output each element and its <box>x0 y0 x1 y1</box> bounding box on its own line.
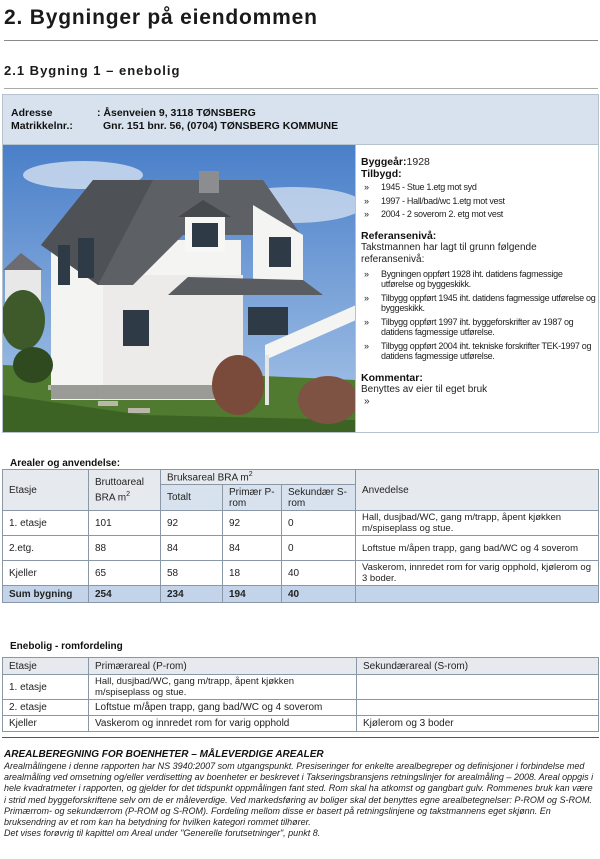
th-sekundaer: Sekundærareal (S-rom) <box>357 658 599 675</box>
table-divider <box>2 737 599 738</box>
page-title: 2. Bygninger på eiendommen <box>4 6 318 29</box>
address-value: : Åsenveien 9, 3118 TØNSBERG <box>97 107 256 119</box>
list-item: » Tilbygg oppført 1997 iht. byggeforskrifter av 1987 og datidens fagmessige utførelse. <box>364 316 574 337</box>
matrikkel-row <box>11 120 338 132</box>
sum-row: Sum bygning 254 234 194 40 <box>3 586 599 603</box>
th-etasje: Etasje <box>3 658 89 675</box>
table-row: 1. etasje Hall, dusjbad/WC, gang m/trapp, åpent kjøkken m/spiseplass og stue. <box>3 675 599 700</box>
chevron-bullet-icon: » <box>364 268 369 279</box>
th-sekundaer: Sekundær S-rom <box>282 485 356 511</box>
kommentar-label: Kommentar: <box>361 371 423 384</box>
th-primaer: Primærareal (P-rom) <box>89 658 357 675</box>
chevron-bullet-icon: » <box>364 209 369 219</box>
tilbygd-list <box>361 182 597 220</box>
building-info <box>361 156 597 408</box>
address-row <box>11 107 256 119</box>
list-item: » 1945 - Stue 1.etg mot syd <box>364 182 477 192</box>
note-title: AREALBEREGNING FOR BOENHETER – MÅLEVERDIGE AREALER <box>4 749 324 760</box>
list-item: » Bygningen oppført 1928 iht. datidens fagmessige utførelse og byggeskikk. <box>364 268 563 289</box>
rom-caption: Enebolig - romfordeling <box>10 641 123 652</box>
th-etasje: Etasje <box>3 470 89 511</box>
byggeaar-value: 1928 <box>406 156 430 168</box>
th-primaer: Primær P-rom <box>223 485 282 511</box>
chevron-bullet-icon: » <box>364 316 369 327</box>
chevron-bullet-icon: » <box>364 340 369 351</box>
chevron-bullet-icon: » <box>364 182 369 192</box>
address-label: Adresse <box>11 107 53 119</box>
th-totalt: Totalt <box>161 485 223 511</box>
areal-table <box>2 469 599 603</box>
address-header <box>3 95 598 145</box>
list-item: » Tilbygg oppført 1945 iht. datidens fagmessige utførelse og byggeskikk. <box>364 292 596 313</box>
tilbygd-label: Tilbygd: <box>361 168 402 180</box>
referanse-text: Takstmannen har lagt til grunn følgende referansenivå: <box>361 241 537 265</box>
table-row: 1. etasje 101 92 92 0 Hall, dusjbad/WC, gang m/trapp, åpent kjøkken m/spiseplass og stue. <box>3 511 599 536</box>
th-brutto: Bruttoareal BRA $m^2$ <box>89 470 161 511</box>
table-row: Kjeller Vaskerom og innredet rom for varig opphold Kjølerom og 3 boder <box>3 716 599 732</box>
section-divider <box>4 88 598 89</box>
list-item: » Tilbygg oppført 2004 iht. tekniske forskrifter TEK-1997 og datidens fagmessige utførelse. <box>364 340 592 361</box>
chevron-bullet-icon: » <box>364 292 369 303</box>
kommentar-bullet: » <box>364 395 370 407</box>
list-item: » 1997 - Hall/bad/wc 1.etg mot vest <box>364 195 505 206</box>
referanse-label: Referansenivå: <box>361 229 437 242</box>
title-divider <box>4 40 598 41</box>
byggeaar-label: Byggeår: <box>361 156 407 168</box>
th-anvendelse: Anvedelse <box>356 470 599 511</box>
building-panel <box>2 94 599 433</box>
matrikkel-label: Matrikkelnr.: <box>11 120 73 132</box>
chevron-bullet-icon: » <box>364 195 369 206</box>
th-bruksareal: Bruksareal BRA $m^2$ <box>161 470 356 485</box>
list-item: » 2004 - 2 soverom 2. etg mot vest <box>364 209 503 219</box>
table-row: 2. etasje Loftstue m/åpen trapp, gang bad/WC og 4 soverom <box>3 700 599 716</box>
house-photo <box>3 145 356 432</box>
rom-table <box>2 657 599 732</box>
table-row: Kjeller 65 58 18 40 Vaskerom, innredet rom for varig opphold, kjølerom og 3 boder. <box>3 561 599 586</box>
note-body: Arealmålingene i denne rapporten har NS 3940:2007 som utgangspunkt. Presiseringer for enkelte arealbegreper og definisjoner i forbindelse med arealmåling ved omsetning og/eller verdisetting av boenheter er beskrevet i Takseringsbransjens retningslinjer for arealmåling – 2008. Areal oppgis i hele kvadratmeter i rapporten, og gjelder for det tidspunkt oppmålingen fant sted. Rom skal ha atkomst og gangbart gulv. Rommenes bruk kan være i strid med byggeforskriftene selv om de er måleverdige. Ved markedsføring av boliger skal det benyttes egne arealbetegnelser: P-ROM og S-ROM. Primærrom- og sekundærrom (P-ROM og S-ROM). Fordeling mellom disse er basert på retningslinjene og takstmannens eget skjønn. En bruksendring av et rom kan ha betydning for hvilken kategori rommet tilhører. Det vises forøvrig til kapittel om Areal under "Generelle forutsetninger", punkt 8. <box>4 761 594 839</box>
kommentar-text: Benyttes av eier til eget bruk <box>361 383 488 395</box>
section-title: 2.1 Bygning 1 – enebolig <box>4 63 181 78</box>
table-header-row <box>3 658 599 675</box>
matrikkel-value: Gnr. 151 bnr. 56, (0704) TØNSBERG KOMMUNE <box>103 120 339 132</box>
table-row: 2.etg. 88 84 84 0 Loftstue m/åpen trapp, gang bad/WC og 4 soverom <box>3 536 599 561</box>
areal-caption: Arealer og anvendelse: <box>10 458 121 469</box>
referanse-list <box>361 269 597 362</box>
